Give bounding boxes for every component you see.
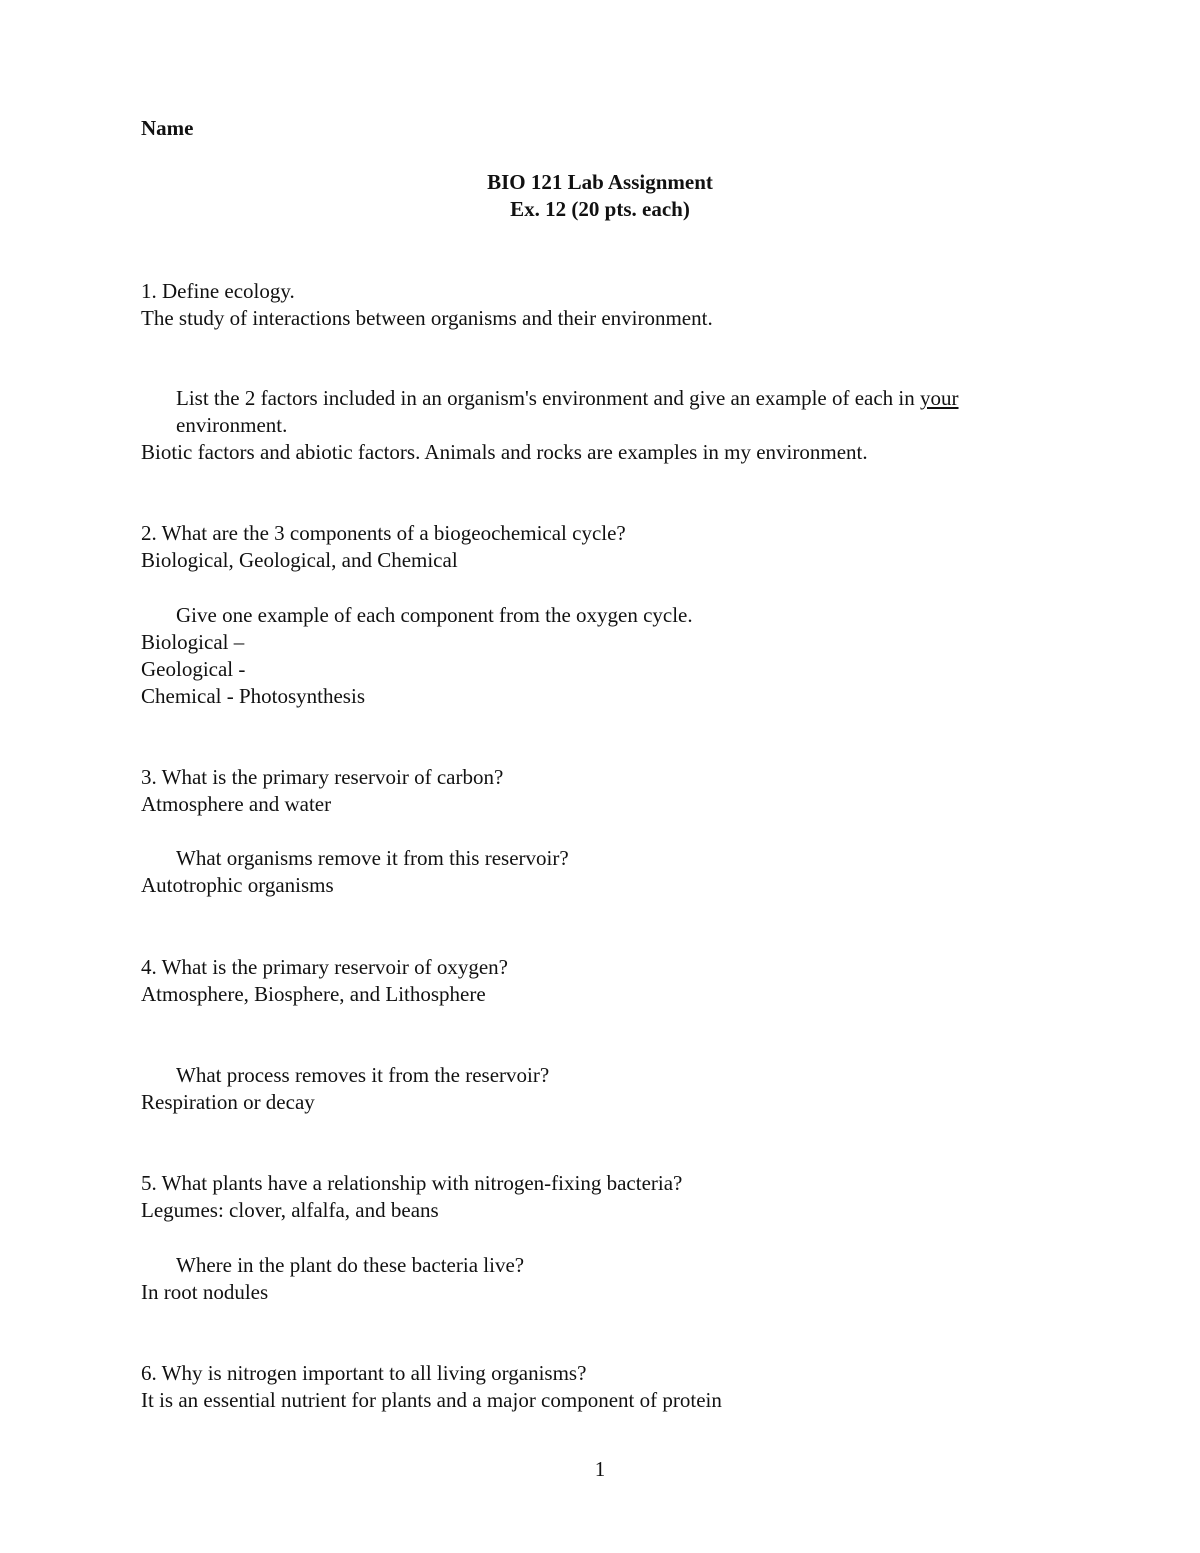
page-number: 1 xyxy=(594,1457,606,1481)
sub-question-1 xyxy=(176,385,959,411)
sub-answer-5: In root nodules xyxy=(141,1280,269,1304)
sub-answer-2-line: Biological – xyxy=(141,630,245,654)
page-subtitle: Ex. 12 (20 pts. each) xyxy=(510,197,690,221)
answer-5: Legumes: clover, alfalfa, and beans xyxy=(141,1198,439,1222)
answer-1: The study of interactions between organisms and their environment. xyxy=(141,306,713,330)
sub-answer-2-line: Geological - xyxy=(141,657,246,681)
sub-question-1-text: List the 2 factors included in an organism's environment and give an example of each in xyxy=(176,386,921,410)
sub-question-5: Where in the plant do these bacteria live? xyxy=(176,1253,525,1277)
name-label: Name xyxy=(141,116,194,140)
question-6: 6. Why is nitrogen important to all living organisms? xyxy=(141,1361,587,1385)
answer-4: Atmosphere, Biosphere, and Lithosphere xyxy=(141,982,486,1006)
question-4: 4. What is the primary reservoir of oxygen? xyxy=(141,955,508,979)
answer-3: Atmosphere and water xyxy=(141,792,332,816)
sub-question-1-emphasis: your xyxy=(920,386,959,410)
question-5: 5. What plants have a relationship with nitrogen-fixing bacteria? xyxy=(141,1171,683,1195)
question-3: 3. What is the primary reservoir of carbon? xyxy=(141,765,504,789)
page-title: BIO 121 Lab Assignment xyxy=(487,170,713,194)
sub-answer-1: Biotic factors and abiotic factors. Animals and rocks are examples in my environment. xyxy=(141,440,868,464)
sub-answer-3: Autotrophic organisms xyxy=(141,873,334,897)
sub-question-1-continued: environment. xyxy=(176,413,288,437)
question-1: 1. Define ecology. xyxy=(141,279,295,303)
answer-2: Biological, Geological, and Chemical xyxy=(141,548,458,572)
sub-question-4: What process removes it from the reservoir? xyxy=(176,1063,550,1087)
sub-answer-2-line: Chemical - Photosynthesis xyxy=(141,684,365,708)
question-2: 2. What are the 3 components of a biogeochemical cycle? xyxy=(141,521,626,545)
sub-question-3: What organisms remove it from this reservoir? xyxy=(176,846,569,870)
answer-6: It is an essential nutrient for plants and a major component of protein xyxy=(141,1388,722,1412)
sub-question-2: Give one example of each component from the oxygen cycle. xyxy=(176,603,693,627)
sub-answer-4: Respiration or decay xyxy=(141,1090,315,1114)
